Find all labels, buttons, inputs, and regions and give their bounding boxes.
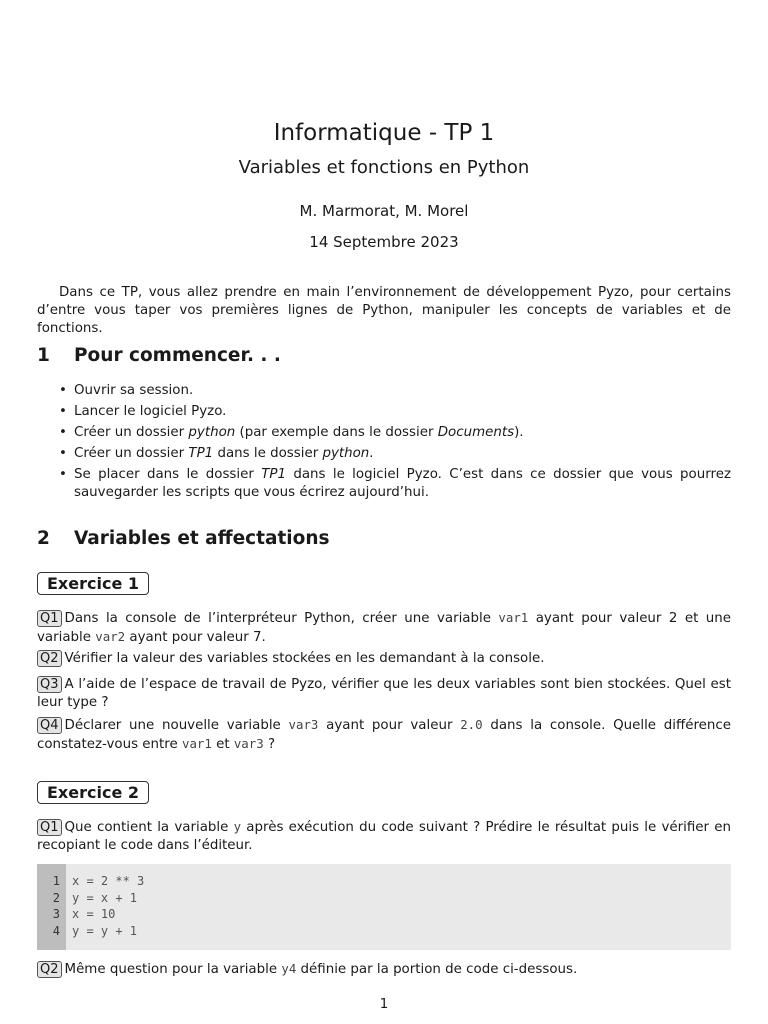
code-line (37, 891, 137, 905)
question-tag: Q2 (37, 961, 62, 978)
ex2-question-2: Q2 Même question pour la variable y4 définie par la portion de code ci-dessous. (37, 960, 731, 979)
ex1-question-2: Q2 Vérifier la valeur des variables stockées en les demandant à la console. (37, 650, 731, 668)
intro-paragraph: Dans ce TP, vous allez prendre en main l’environnement de développement Pyzo, pour certains d’entre vous taper vos premières lignes de Python, manipuler les concepts de variables et de fonctions. (37, 285, 731, 336)
task-list (37, 382, 731, 505)
ex1-question-4: Q4 Déclarer une nouvelle variable var3 ayant pour valeur 2.0 dans la console. Quelle différence constatez-vous entre var1 et var3 ? (37, 717, 732, 752)
bullet-icon: • (59, 404, 67, 419)
section-number: 2 (37, 528, 50, 549)
question-tag: Q1 (37, 610, 62, 627)
ex2-question-1: Q1 Que contient la variable y après exécution du code suivant ? Prédire le résultat puis le vérifier en recopiant le code dans l’éditeur. (37, 819, 731, 853)
inline-code: var3 (233, 736, 264, 751)
bullet-icon: • (59, 383, 67, 398)
section-title: Variables et affectations (74, 528, 330, 549)
question-tag: Q3 (37, 676, 62, 693)
question-tag: Q4 (37, 717, 62, 734)
inline-code: var1 (498, 610, 529, 625)
section-title: Pour commencer. . . (74, 345, 281, 366)
inline-code: y (233, 819, 242, 834)
code-line (37, 924, 137, 938)
code-line (37, 874, 144, 888)
bullet-icon: • (59, 446, 67, 461)
doc-subtitle: Variables et fonctions en Python (238, 157, 530, 178)
doc-title: Informatique - TP 1 (273, 120, 495, 146)
section-1-heading (37, 345, 281, 366)
exercise-1-label: Exercice 1 (37, 572, 149, 595)
code-line (37, 907, 115, 921)
question-tag: Q2 (37, 650, 62, 667)
inline-code: 2.0 (460, 717, 483, 732)
inline-code: y4 (281, 961, 297, 976)
line-number: 2 (52, 891, 60, 905)
exercise-2-label: Exercice 2 (37, 781, 149, 804)
ex1-question-1: Q1 Dans la console de l’interpréteur Python, créer une variable var1 ayant pour valeur 2 et une variable var2 ayant pour valeur 7. (37, 610, 731, 645)
doc-date: 14 Septembre 2023 (309, 233, 459, 251)
code-text: x = 2 ** 3 (72, 874, 145, 888)
inline-code: var3 (288, 717, 319, 732)
line-number: 3 (52, 907, 60, 921)
list-item: • Créer un dossier TP1 dans le dossier python. (59, 446, 374, 461)
line-number: 4 (52, 924, 60, 938)
doc-authors: M. Marmorat, M. Morel (299, 202, 469, 220)
inline-code: var1 (181, 736, 212, 751)
line-number: 1 (52, 874, 60, 888)
code-text: y = x + 1 (72, 891, 138, 905)
list-item: • Lancer le logiciel Pyzo. (59, 404, 227, 419)
ex1-question-3: Q3 A l’aide de l’espace de travail de Pyzo, vérifier que les deux variables sont bien stockées. Quel est leur type ? (37, 677, 731, 710)
list-item: • Se placer dans le dossier TP1 dans le logiciel Pyzo. C’est dans ce dossier que vous pourrez sauvegarder les scripts que vous écrirez aujourd’hui. (59, 467, 731, 500)
inline-code: var2 (95, 629, 126, 644)
question-tag: Q1 (37, 819, 62, 836)
bullet-icon: • (59, 425, 67, 440)
list-item: • Créer un dossier python (par exemple dans le dossier Documents). (59, 425, 524, 440)
bullet-icon: • (59, 467, 67, 482)
section-2-heading (37, 528, 330, 549)
list-item: • Ouvrir sa session. (59, 383, 194, 398)
section-number: 1 (37, 345, 50, 366)
code-listing (37, 864, 731, 950)
code-text: y = y + 1 (72, 924, 138, 938)
page-number: 1 (379, 997, 389, 1012)
code-text: x = 10 (72, 907, 116, 921)
